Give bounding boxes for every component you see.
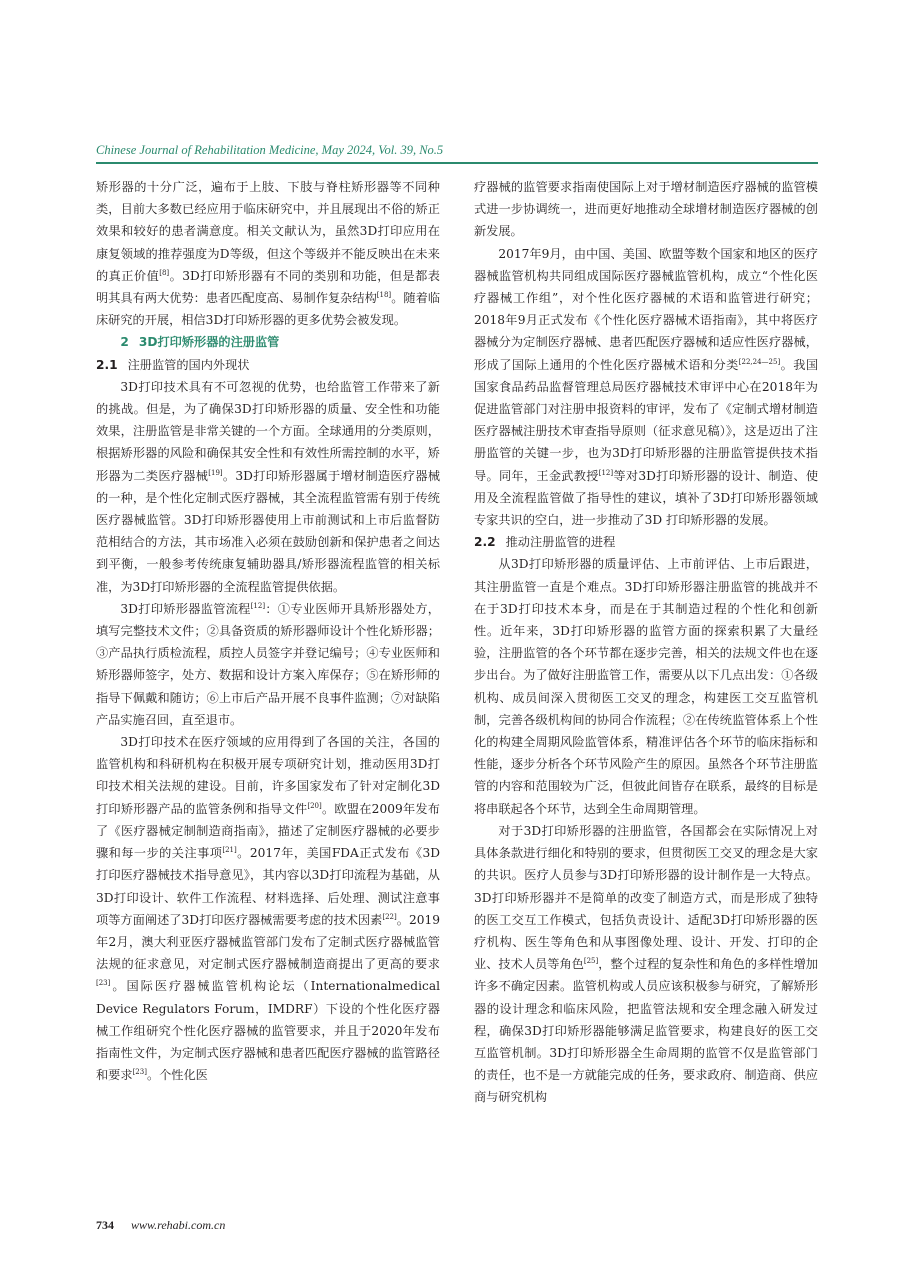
paragraph: 疗器械的监管要求指南使国际上对于增材制造医疗器械的监管模式进一步协调统一，进而更好地推动全球增材制造医疗器械的创新发展。 xyxy=(474,180,818,239)
paragraph: 从3D打印矫形器的质量评估、上市前评估、上市后跟进，其注册监管一直是个难点。3D打印矫形器注册监管的挑战并不在于3D打印技术本身，而是在于其制造过程的个性化和创新性。近年来，3D打印矫形器的监管方面的探索积累了大量经验，注册监管的各个环节都在逐步完善，相关的法规文件也在逐步出台。为了做好注册监管工作，需要从以下几点出发：①各级机构、成员间深入贯彻医工交叉的理念，构建医工交互监管机制，完善各级机构间的协同合作流程；②在传统监管体系上个性化的构建全周期风险监管体系，精准评估各个环节的临床指标和性能，逐步分析各个环节风险产生的原因。虽然各个环节注册监管的内容和范围较为广泛，但彼此间皆存在联系，最终的目标是将串联起各个环节，达到全生命周期管理。 xyxy=(474,557,818,816)
paragraph: 3D打印技术具有不可忽视的优势，也给监管工作带来了新的挑战。但是，为了确保3D打印矫形器的质量、安全性和功能效果，注册监管是非常关键的一个方面。全球通用的分类原则，根据矫形器的风险和确保其安全性和有效性所需控制的水平，矫形器为二类医疗器械[19]。3D打印矫形器属于增材制造医疗器械的一种，是个性化定制式医疗器械，其全流程监管需有别于传统医疗器械监管。3D打印矫形器使用上市前测试和上市后监督防范相结合的方法，其市场准入必须在鼓励创新和保护患者之间达到平衡，一般参考传统康复辅助器具/矫形器流程监管的相关标准，为3D打印矫形器的全流程监管提供依据。 xyxy=(96,379,441,594)
website-link[interactable]: www.rehabi.com.cn xyxy=(131,1218,226,1232)
right-column xyxy=(474,176,818,1109)
citation[interactable]: [23] xyxy=(96,979,111,988)
citation[interactable]: [25] xyxy=(583,957,599,966)
journal-name: Chinese Journal of Rehabilitation Medicine, xyxy=(96,143,319,157)
subsection-heading: 2.2 推动注册监管的进程 xyxy=(474,535,616,550)
subsection-heading: 2.1 注册监管的国内外现状 xyxy=(96,357,250,372)
page-footer xyxy=(96,1218,225,1233)
citation[interactable]: [22] xyxy=(382,912,397,921)
citation[interactable]: [21] xyxy=(222,846,237,855)
running-header xyxy=(96,143,818,158)
citation[interactable]: [22,24—25] xyxy=(738,357,781,366)
citation[interactable]: [23] xyxy=(132,1068,147,1077)
page-number: 734 xyxy=(96,1218,114,1232)
section-heading: 2 3D打印矫形器的注册监管 xyxy=(120,335,280,350)
header-rule xyxy=(96,162,818,164)
paragraph: 矫形器的十分广泛，遍布于上肢、下肢与脊柱矫形器等不同种类，目前大多数已经应用于临床研究中，并且展现出不俗的矫正效果和较好的患者满意度。相关文献认为，虽然3D打印应用在康复领域的推荐强度为D等级，但这个等级并不能反映出在未来的真正价值[8]。3D打印矫形器有不同的类别和功能，但是都表明其具有两大优势：患者匹配度高、易制作复杂结构[18]。随着临床研究的开展，相信3D打印矫形器的更多优势会被发现。 xyxy=(96,180,441,328)
citation[interactable]: [19] xyxy=(208,468,223,477)
citation[interactable]: [18] xyxy=(376,290,392,299)
issue-info: May 2024, Vol. 39, No.5 xyxy=(321,143,444,157)
citation[interactable]: [20] xyxy=(307,801,322,810)
paragraph: 对于3D打印矫形器的注册监管，各国都会在实际情况上对具体条款进行细化和特别的要求，但贯彻医工交叉的理念是大家的共识。医疗人员参与3D打印矫形器的设计制作是一大特点。3D打印矫形器并不是简单的改变了制造方式，而是形成了独特的医工交互工作模式，包括负责设计、适配3D打印矫形器的医疗机构、医生等角色和从事图像处理、设计、开发、打印的企业、技术人员等角色[25]，整个过程的复杂性和角色的多样性增加许多不确定因素。监管机构或人员应该积极参与研究，了解矫形器的设计理念和临床风险，把监管法规和安全理念融入研发过程，确保3D打印矫形器能够满足监管要求，构建良好的医工交互监管机制。3D打印矫形器全生命周期的监管不仅是监管部门的责任，也不是一方就能完成的任务，要求政府、制造商、供应商与研究机构 xyxy=(474,823,818,1105)
citation[interactable]: [12] xyxy=(250,601,266,610)
paragraph: 2017年9月，由中国、美国、欧盟等数个国家和地区的医疗器械监管机构共同组成国际医疗器械监管机构，成立“个性化医疗器械工作组”，对个性化医疗器械的术语和监管进行研究；2018年9月正式发布《个性化医疗器械术语指南》，其中将医疗器械分为定制医疗器械、患者匹配医疗器械和适应性医疗器械，形成了国际上通用的个性化医疗器械术语和分类[22,24—25]。我国国家食品药品监督管理总局医疗器械技术审评中心在2018年为促进监管部门对注册申报资料的审评，发布了《定制式增材制造医疗器械注册技术审查指导原则（征求意见稿）》，这是迈出了注册监管的关键一步，也为3D打印矫形器的注册监管提供技术指导。同年，王金武教授[12]等对3D打印矫形器的设计、制造、使用及全流程监管做了指导性的建议，填补了3D打印矫形器领域专家共识的空白，进一步推动了3D 打印矫形器的发展。 xyxy=(474,246,819,528)
citation[interactable]: [8] xyxy=(159,268,170,277)
paragraph: 3D打印矫形器监管流程[12]：①专业医师开具矫形器处方，填写完整技术文件；②具备资质的矫形器师设计个性化矫形器；③产品执行质检流程，质控人员签字并登记编号；④专业医师和矫形器师签字，处方、数据和设计方案入库保存；⑤在矫形师的指导下佩戴和随访；⑥上市后产品开展不良事件监测；⑦对缺陷产品实施召回，直至退市。 xyxy=(96,601,440,727)
citation[interactable]: [12] xyxy=(598,468,614,477)
paragraph: 3D打印技术在医疗领域的应用得到了各国的关注，各国的监管机构和科研机构在积极开展专项研究计划，推动医用3D打印技术相关法规的建设。目前，许多国家发布了针对定制化3D打印矫形器产品的监管条例和指导文件[20]。欧盟在2009年发布了《医疗器械定制制造商指南》，描述了定制医疗器械的必要步骤和每一步的关注事项[21]。2017年，美国FDA正式发布《3D打印医疗器械技术指导意见》，其内容以3D打印流程为基础，从3D打印设计、软件工作流程、材料选择、后处理、测试注意事项等方面阐述了3D打印医疗器械需要考虑的技术因素[22]。2019年2月，澳大利亚医疗器械监管部门发布了定制式医疗器械监管法规的征求意见，对定制式医疗器械制造商提出了更高的要求[23]。国际医疗器械监管机构论坛（Internationalmedical Device Regulators Forum，IMDRF）下设的个性化医疗器械工作组研究个性化医疗器械的监管要求，并且于2020年发布指南性文件，为定制式医疗器械和患者匹配医疗器械的监管路径和要求[23]。个性化医 xyxy=(96,735,441,1083)
left-column xyxy=(96,176,440,1086)
